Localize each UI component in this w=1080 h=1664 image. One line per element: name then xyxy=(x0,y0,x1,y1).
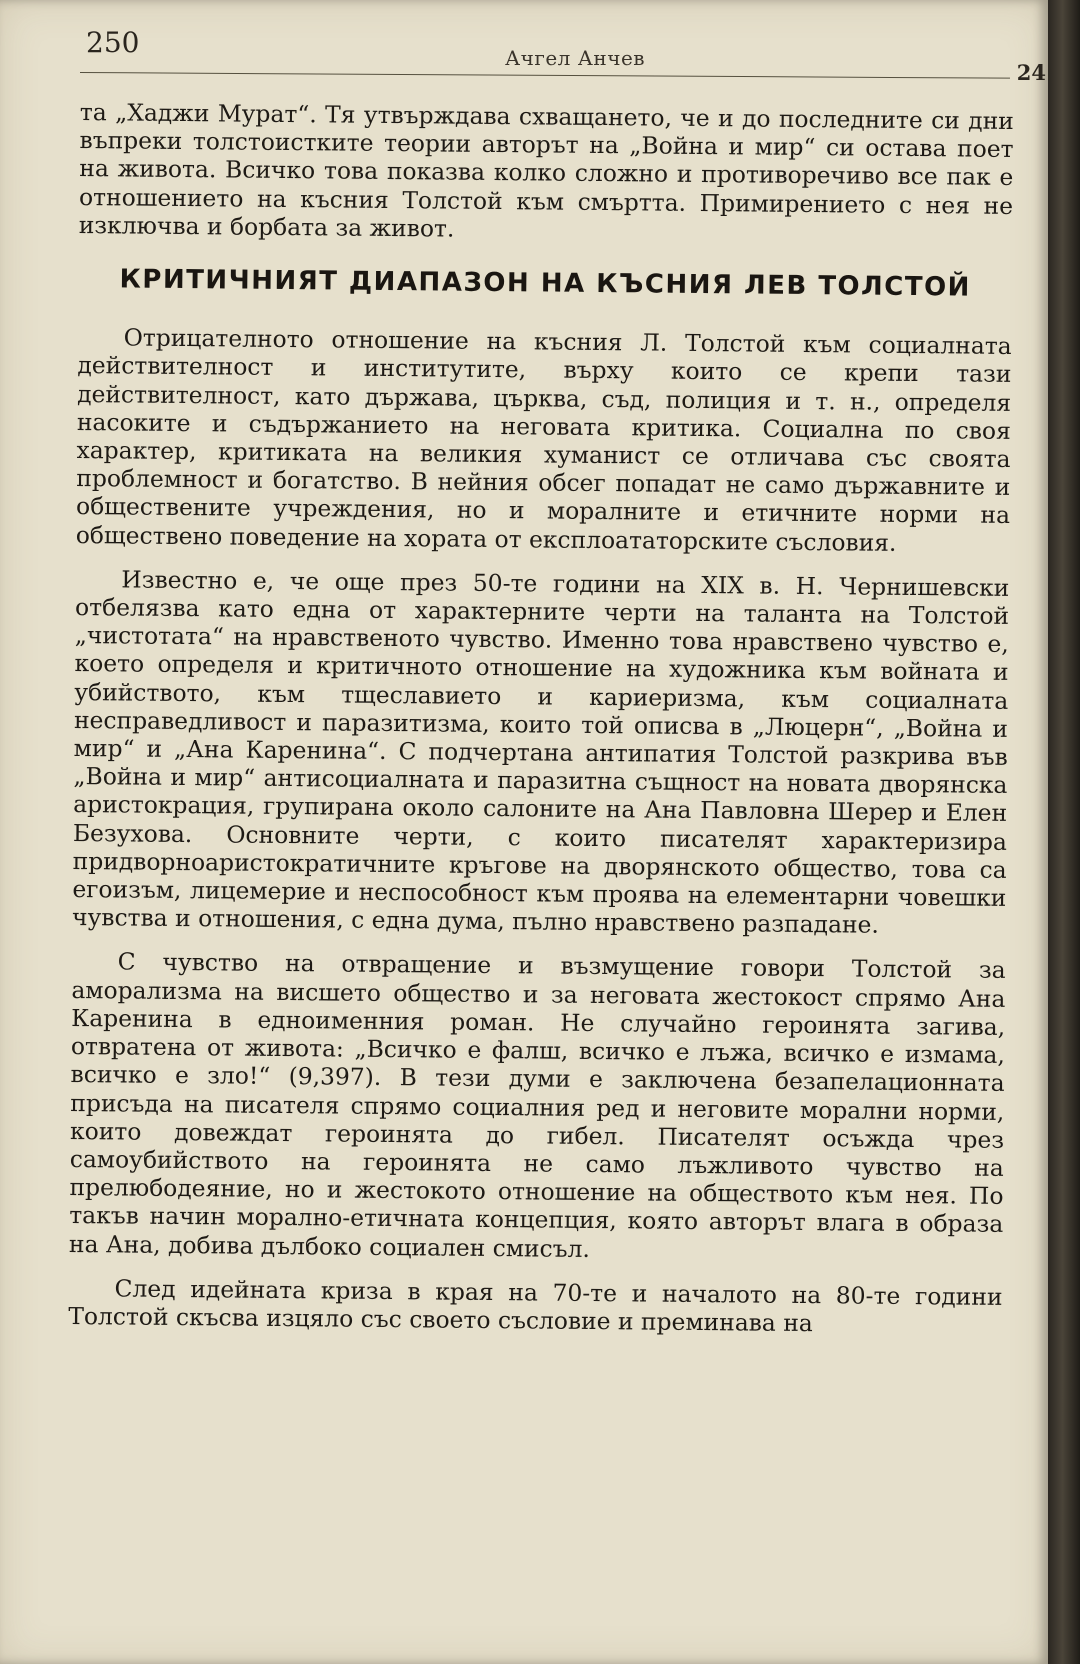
continued-paragraph: та „Хаджи Мурат“. Тя утвърждава схващането, че и до последните си дни въпреки толстоистките теории авторът на „Война и мир“ си остава поет на живота. Всичко това показва колко сложно и противоречиво все пак е отношението на късния Толстой към смъртта. Примирението с нея не изключва и борбата за живот. xyxy=(78,98,1014,243)
running-title: Ачгел Анчев xyxy=(505,46,646,70)
printer-sheet-mark: 24 xyxy=(1016,60,1046,85)
paragraph: Отрицателното отношение на късния Л. Толстой към социалната действителност и институтите, върху които се крепи тази действителност, като държава, църква, съд, полиция и т. н., определя насоките и съдържанието на неговата критика. Социална по своя характер, критиката на великия хуманист се отличава със своята проблемност и богатство. В нейния обсег попадат не само държавните и обществените учреждения, но и моралните и етичните норми на обществено поведение на хората от експлоататорските съсловия. xyxy=(75,323,1012,557)
book-spine xyxy=(1048,0,1080,1664)
paragraph: Известно е, че още през 50-те години на XIX в. Н. Чернишевски отбелязва като една от характерните черти на таланта на Толстой „чистотата“ на нравственото чувство. Именно това нравствено чувство е, което определя и критичното отношение на художника към войната и убийството, към тщеславието и кариеризма, към социалната несправедливост и паразитизма, които той описва в „Люцерн“, „Война и мир“ и „Ана Каренина“. С подчертана антипатия Толстой разкрива във „Война и мир“ антисоциалната и паразитна същност на новата дворянска аристокрация, групирана около салоните на Ана Павловна Шерер и Елен Безухова. Основните черти, с които писателят характеризира придворноаристократичните кръгове на дворянското общество, това са егоизъм, лицемерие и неспособност към проява на елементарни човешки чувства и отношения, с една дума, пълно нравствено разпадане. xyxy=(72,565,1010,939)
page-number: 250 xyxy=(86,26,140,59)
article-body xyxy=(68,98,1014,1339)
paragraph: С чувство на отвращение и възмущение говори Толстой за аморализма на висшето общество и за неговата жестокост спрямо Ана Каренина в едноименния роман. Не случайно героинята загива, отвратена от живота: „Всичко е фалш, всичко е лъжа, всичко е измама, всичко е зло!“ (9,397). В тези думи е заключена безапелационната присъда на писателя спрямо социалния ред и неговите морални норми, които довеждат героинята до гибел. Писателят осъжда чрез самоубийството на героинята не само лъжливото чувство на прелюбодеяние, но и жестокото отношение на обществото към нея. По такъв начин морално-етичната концепция, която авторът влага в образа на Ана, добива дълбоко социален смисъл. xyxy=(68,947,1006,1263)
header-rule xyxy=(80,72,1010,79)
paragraph: След идейната криза в края на 70-те и началото на 80-те години Толстой скъсва изцяло със своето съсловие и преминава на xyxy=(68,1274,1003,1338)
page-header xyxy=(80,24,1046,85)
section-heading: КРИТИЧНИЯТ ДИАПАЗОН НА КЪСНИЯ ЛЕВ ТОЛСТОЙ xyxy=(119,264,972,303)
